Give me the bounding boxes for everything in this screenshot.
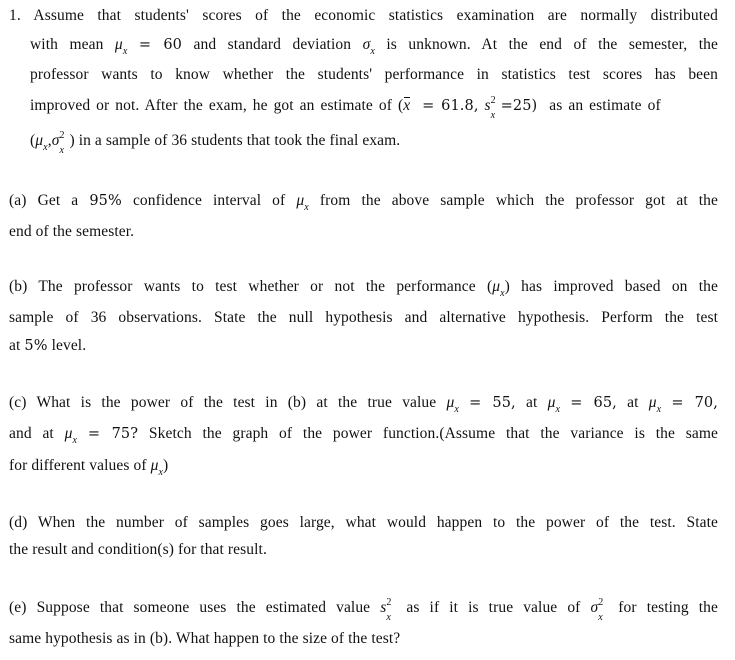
part-c-line-3 [9, 456, 168, 478]
question-line-3 [30, 65, 718, 85]
part-b-text: The professor wants to test whether or not the performance ( [38, 278, 493, 295]
true-value-55: = 55, [469, 395, 516, 411]
question-text: is unknown. At the end of the semester, the [386, 36, 718, 53]
part-a-text: Get a [37, 192, 79, 209]
part-e-text: for testing the [618, 599, 718, 616]
part-a-text: confidence interval of [132, 192, 286, 209]
question-text: as an estimate of [549, 97, 661, 114]
part-e-line-2 [9, 629, 400, 649]
part-b-text: at [9, 337, 21, 354]
mu-symbol: $\mu_x$ [492, 278, 505, 299]
part-b-text: sample of 36 observations. State the null hypothesis and alternative hypothesis. Perform the test [9, 309, 718, 326]
part-e-text: same hypothesis as in (b). What happen to the size of the test? [9, 630, 401, 647]
xbar-symbol: x [403, 97, 411, 114]
part-c-text: What is the power of the test in (b) at the true value [36, 394, 437, 411]
question-text: professor wants to know whether the students' performance in statistics test scores has been [30, 66, 718, 83]
question-text: with mean [30, 36, 104, 53]
true-value-70: = 70, [671, 395, 718, 411]
part-c-text: at [627, 394, 639, 411]
part-e-text: as if it is true value of [406, 599, 581, 616]
mu-symbol: $\mu_x$ [64, 425, 78, 446]
parameter-pair: ($\mu_x,\sigma$ 2 x ) [30, 130, 75, 156]
true-value-65: = 65, [570, 395, 617, 411]
question-line-2 [30, 35, 718, 57]
question-line-4 [30, 95, 720, 121]
question-line-1 [9, 6, 718, 26]
mean-value: = 60 [138, 37, 182, 53]
mu-symbol: $\mu_x$ [446, 394, 459, 415]
part-d-label: (d) [9, 514, 28, 531]
part-d-line-1 [9, 513, 718, 533]
question-text: and standard deviation [193, 36, 352, 53]
part-a-text: from the above sample which the professor got at the [319, 192, 719, 209]
part-c-text: Sketch the graph of the power function.(Assume that the variance is the same [148, 425, 718, 442]
part-c-line-2 [9, 424, 718, 446]
part-c-line-1 [9, 393, 718, 415]
part-b-text: level. [51, 337, 87, 354]
part-c-label: (c) [9, 394, 27, 411]
part-e-label: (e) [9, 599, 27, 616]
part-b-line-1 [9, 277, 718, 299]
xbar-estimate: = 61.8, [422, 98, 479, 114]
part-d-text: When the number of samples goes large, what would happen to the power of the test. State [37, 514, 718, 531]
part-a-line-2 [9, 222, 134, 242]
part-b-text: ) has improved based on the [504, 278, 718, 295]
sigma-symbol: $\sigma_x$ [362, 36, 375, 57]
significance-level: 5% [24, 338, 48, 354]
true-value-75: = 75? [87, 426, 139, 442]
part-d-text: the result and condition(s) for that result. [9, 541, 267, 558]
part-c-text: ) [163, 457, 169, 474]
part-e-text: Suppose that someone uses the estimated value [36, 599, 371, 616]
mu-symbol: $\mu_x$ [648, 394, 662, 415]
s-squared-estimate: =25) [500, 98, 538, 114]
part-a-text: end of the semester. [9, 223, 135, 240]
part-e-line-1 [9, 597, 718, 623]
part-b-label: (b) [9, 278, 28, 295]
part-c-text: for different values of [9, 457, 147, 474]
sigma-squared-symbol: σ 2 x [590, 597, 604, 623]
question-text: in a sample of 36 students that took the final exam. [78, 132, 401, 149]
s-squared-symbol: s 2 x [484, 95, 496, 121]
part-c-text: and at [9, 425, 54, 442]
question-text: improved or not. After the exam, he got an estimate of ( [30, 97, 404, 114]
part-b-line-2 [9, 308, 718, 328]
part-a-line-1 [9, 191, 718, 213]
mu-symbol: $\mu_x$ [547, 394, 561, 415]
s-squared-symbol: s 2 x [380, 597, 392, 623]
part-a-label: (a) [9, 192, 27, 209]
question-line-5 [30, 130, 720, 156]
question-number: 1. [9, 7, 21, 24]
mu-symbol: $\mu_x$ [114, 36, 128, 57]
question-text: Assume that students' scores of the economic statistics examination are normally distributed [33, 7, 718, 24]
part-c-text: at [525, 394, 538, 411]
part-b-line-3 [9, 336, 86, 356]
mu-symbol: $\mu_x$ [296, 192, 309, 213]
mu-symbol: $\mu_x$ [150, 457, 164, 478]
confidence-level: 95% [89, 193, 122, 209]
part-d-line-2 [9, 540, 267, 560]
